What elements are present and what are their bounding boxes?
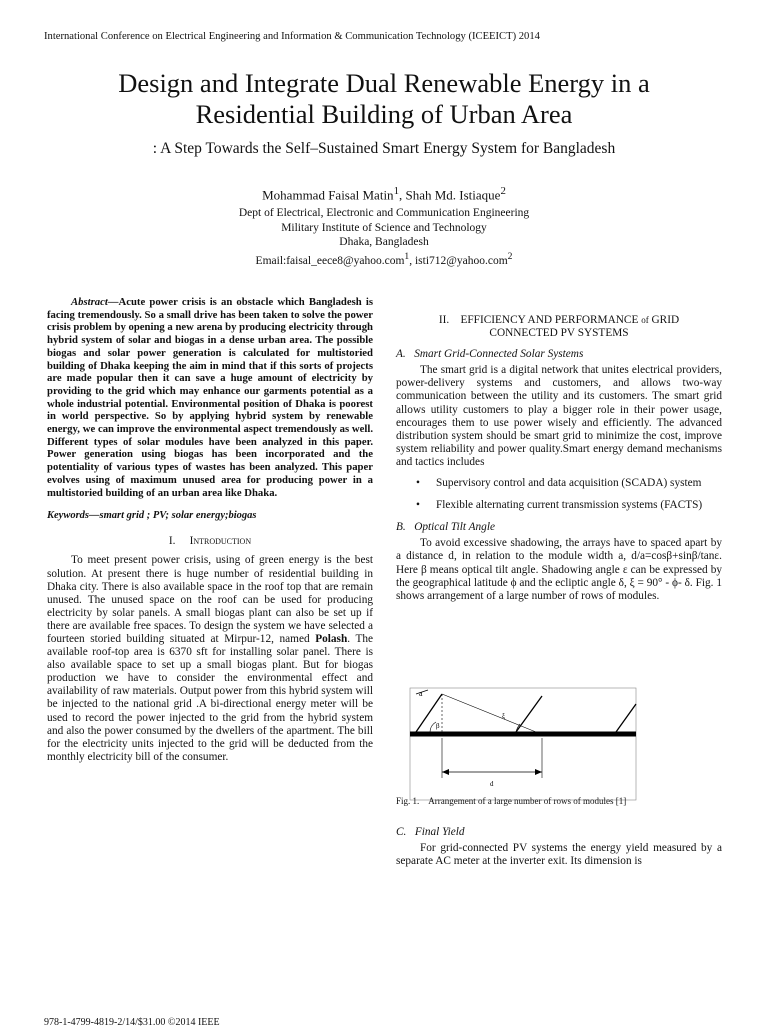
author-1: Mohammad Faisal Matin xyxy=(262,187,394,203)
module-rows-figure xyxy=(396,682,641,810)
subsection-b-text: To avoid excessive shadowing, the arrays have to spaced apart by a distance d, in relation to the module width a, d/a=cosβ+sinβ/tanε. Here β means optical tilt angle. Shadowing angle ε can be expressed by the geographical latitude ϕ and the ecliptic angle δ, ξ = 90° - ϕ- δ. Fig. 1 shows arrangement of a large number of rows of modules. xyxy=(396,537,722,602)
conference-header: International Conference on Electrical Engineering and Information & Communication Technology (ICEEICT) 2014 xyxy=(44,31,540,42)
intro-text-1: To meet present power crisis, using of green energy is the best solution. At present there is huge number of residential building in Dhaka city. There is also available space in the roof top that are remain unused. The unused space on the roof can be used for producing electricity by solar panels. A small biogas plant can also be set up if there are available free spaces. To design the system we have selected a fourteen storied building situated at Mirpur-12, named xyxy=(47,554,373,645)
title-line-1: Design and Integrate Dual Renewable Energy in a xyxy=(118,68,650,98)
affiliation xyxy=(0,206,768,268)
subsection-a-label: A. xyxy=(396,348,406,361)
abstract-text: Acute power crisis is an obstacle which Bangladesh is facing tremendously. So a small drive has been taken to solve the power crisis problem by opening a new arena by producing electricity through hybrid system of solar and biogas in a dense urban area. The possible biogas and solar power generation is calculated for multistoried building of Dhaka keeping the aim in mind that if this sorts of projects are made popular then it can save a huge amount of electricity by providing to the grid which may enhance our garments potential as a whole industrial potential. Environmental position of Dhaka is poorest in world perspective. So by applying hybrid system by renewable energy, we can improve the environmental aspect tremendously as well. Different types of solar modules have been analyzed in this paper. Power generation using biogas has been incorporated and the potentiality of various types of wastes has been analyzed. This paper evolves using of maximum unused area for producing power in a multistoried building of an urban area like Dhaka. xyxy=(47,296,373,499)
section-2-title-of: of xyxy=(641,315,649,325)
abstract-label: Abstract— xyxy=(71,296,119,308)
figure-frame xyxy=(410,688,636,800)
section-2-number: II. xyxy=(438,314,450,326)
figure-caption xyxy=(396,796,626,806)
subsection-c xyxy=(396,826,722,868)
section-2-heading xyxy=(396,314,722,340)
section-1-title: Introduction xyxy=(189,535,252,548)
email-1-mark: 1 xyxy=(404,250,410,262)
left-column xyxy=(47,296,373,764)
subsection-a-title: Smart Grid-Connected Solar Systems xyxy=(414,348,584,361)
figure-caption-label: Fig. 1. xyxy=(396,796,420,806)
author-separator: , xyxy=(398,187,406,203)
right-column xyxy=(396,314,722,603)
label-a: a xyxy=(419,689,423,698)
subsection-b-heading xyxy=(396,521,722,534)
email-2-mark: 2 xyxy=(507,250,513,262)
copyright-footer: 978-1-4799-4819-2/14/$31.00 ©2014 IEEE xyxy=(44,1017,220,1028)
subsection-a-heading xyxy=(396,348,722,361)
author-2-affil-mark: 2 xyxy=(500,185,506,197)
keywords xyxy=(47,509,373,522)
affiliation-city: Dhaka, Bangladesh xyxy=(339,236,429,249)
bullet-list xyxy=(396,477,722,512)
section-2-title-grid: GRID xyxy=(651,314,680,326)
author-2: Shah Md. Istiaque xyxy=(405,187,501,203)
affiliation-dept: Dept of Electrical, Electronic and Communication Engineering xyxy=(238,207,530,219)
title-line-2: Residential Building of Urban Area xyxy=(195,99,573,129)
bullet-2-text: Flexible alternating current transmission systems (FACTS) xyxy=(436,499,703,512)
section-2-title-1: EFFICIENCY AND PERFORMANCE xyxy=(460,314,639,326)
subsection-c-heading xyxy=(396,826,722,839)
email-1: Email:faisal_eece8@yahoo.com xyxy=(255,254,405,267)
section-1-heading xyxy=(47,535,373,548)
author-list xyxy=(0,185,768,203)
list-item xyxy=(416,499,722,512)
email-2: , isti712@yahoo.com xyxy=(409,254,508,267)
intro-text-2: . The available roof-top area is 6370 sft for installing solar panel. There is also available space to set up a small biogas plant. But for biogas production we have to consider the environmental effect and availability of raw materials. Output power from this hybrid system will be injected to the national grid .A bi-directional energy meter will be used to record the power injected to the grid from the hybrid system and also the power consumed by the dwellers of the apartment. The bill for the electricity units injected to the grid will be deducted from the monthly electricity bill of the consumer. xyxy=(47,633,374,763)
bullet-icon: • xyxy=(416,499,420,512)
subsection-c-label: C. xyxy=(396,826,407,838)
section-2-title-2: CONNECTED PV SYSTEMS xyxy=(489,327,629,340)
list-item xyxy=(416,477,722,490)
affiliation-institute: Military Institute of Science and Technology xyxy=(281,221,487,234)
affiliation-email xyxy=(0,250,768,268)
abstract xyxy=(47,296,373,499)
keywords-text: smart grid ; PV; solar energy;biogas xyxy=(99,510,257,522)
paper-title xyxy=(0,68,768,130)
bullet-icon: • xyxy=(416,477,420,490)
subsection-c-title: Final Yield xyxy=(414,826,465,838)
paper-subtitle: : A Step Towards the Self–Sustained Smart Energy System for Bangladesh xyxy=(152,140,616,157)
subsection-a-text: The smart grid is a digital network that unites electrical providers, power-delivery systems and customers, and allows two-way communication between the utility and its customers. The smart grid allows utility customers to play a bigger role in their power usage, encourages them to use power wisely and efficiently. The advanced distribution system should be smart grid to minimize the cost, improve system reliability and power quality.Smart energy demand mechanisms and tactics includes xyxy=(396,364,722,468)
keywords-label: Keywords— xyxy=(47,510,100,522)
intro-paragraph xyxy=(47,554,373,764)
author-1-affil-mark: 1 xyxy=(393,185,399,197)
section-1-number: I. xyxy=(168,535,176,548)
figure-caption-text: Arrangement of a large number of rows of modules [1] xyxy=(428,796,627,806)
bullet-1-text: Supervisory control and data acquisition (SCADA) system xyxy=(436,477,702,490)
label-xi: ξ xyxy=(502,712,506,720)
subsection-b-label: B. xyxy=(396,521,406,534)
label-beta: β xyxy=(436,722,440,730)
subsection-b-title: Optical Tilt Angle xyxy=(414,521,495,534)
label-d: d xyxy=(490,780,494,788)
building-name: Polash xyxy=(315,633,348,645)
subsection-c-text: For grid-connected PV systems the energy yield measured by a separate AC meter at the inverter exit. Its dimension is xyxy=(396,842,722,868)
